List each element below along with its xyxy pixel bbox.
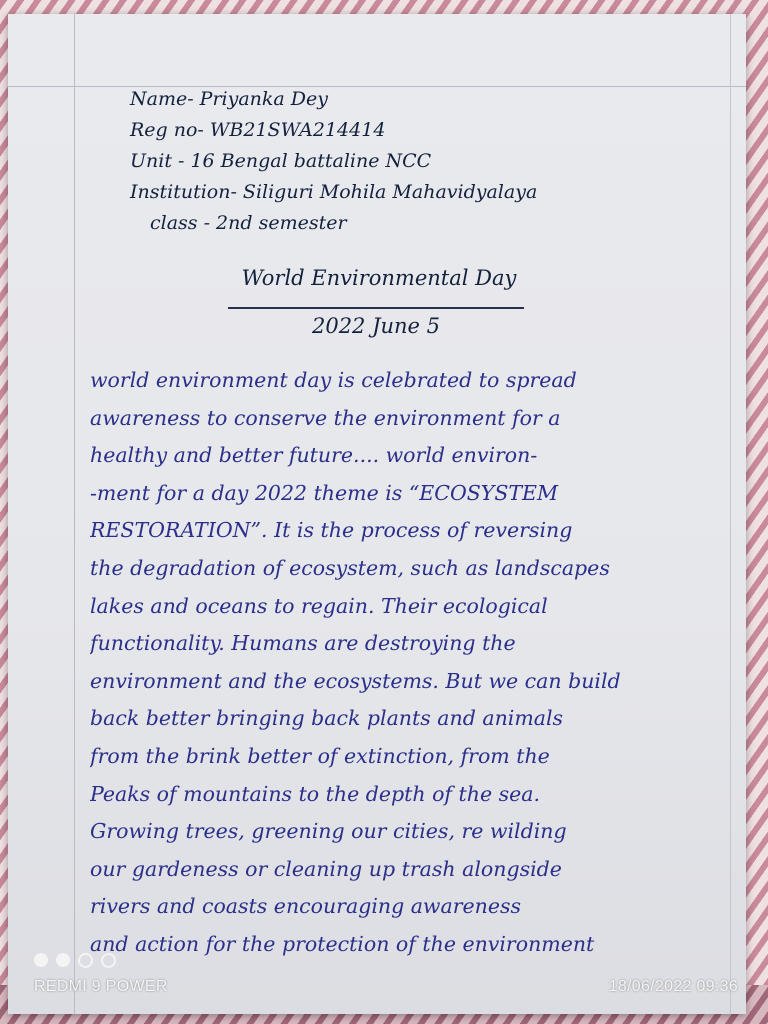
body-line: environment and the ecosystems. But we can build	[90, 668, 621, 693]
body-line: lakes and oceans to regain. Their ecological	[90, 593, 548, 618]
body-line: Peaks of mountains to the depth of the sea.	[90, 781, 541, 806]
student-details	[130, 84, 690, 239]
body-line: and action for the protection of the environment	[90, 931, 595, 956]
watermark-dot-icon	[56, 953, 70, 967]
body-line: our gardeness or cleaning up trash alongside	[90, 856, 562, 881]
body-line: from the brink better of extinction, from the	[90, 743, 550, 768]
title-underline	[228, 307, 524, 309]
body-line: Growing trees, greening our cities, re wilding	[90, 819, 567, 844]
body-line: functionality. Humans are destroying the	[90, 631, 516, 656]
body-line: rivers and coasts encouraging awareness	[90, 894, 522, 919]
body-line: healthy and better future.... world environ-	[90, 443, 538, 468]
camera-device-label: REDMI 9 POWER	[34, 978, 168, 995]
body-line: world environment day is celebrated to spread	[90, 368, 577, 392]
name-line: Name- Priyanka Dey	[130, 88, 329, 110]
body-line: awareness to conserve the environment for a	[90, 405, 561, 430]
institution-line: Institution- Siliguri Mohila Mahavidyalaya	[130, 181, 538, 203]
watermark-dot-icon	[34, 953, 48, 967]
watermark-ring-icon	[101, 953, 116, 968]
page-left-margin-line	[74, 14, 75, 1014]
page-right-margin-line	[730, 14, 731, 1014]
camera-watermark-dots	[34, 948, 116, 972]
unit-line: Unit - 16 Bengal battaline NCC	[130, 150, 432, 172]
photo-timestamp: 18/06/2022 09:36	[608, 978, 738, 995]
watermark-ring-icon	[78, 953, 93, 968]
essay-title: World Environmental Day	[241, 266, 517, 290]
body-line: RESTORATION”. It is the process of reversing	[90, 518, 573, 543]
class-line: class - 2nd semester	[150, 212, 347, 234]
reg-number-line: Reg no- WB21SWA214414	[130, 119, 386, 141]
body-line: the degradation of ecosystem, such as landscapes	[90, 555, 610, 580]
body-line: -ment for a day 2022 theme is “ECOSYSTEM	[90, 480, 559, 505]
essay-date: 2022 June 5	[311, 314, 441, 338]
body-line: back better bringing back plants and animals	[90, 706, 564, 731]
essay-body	[90, 362, 686, 964]
